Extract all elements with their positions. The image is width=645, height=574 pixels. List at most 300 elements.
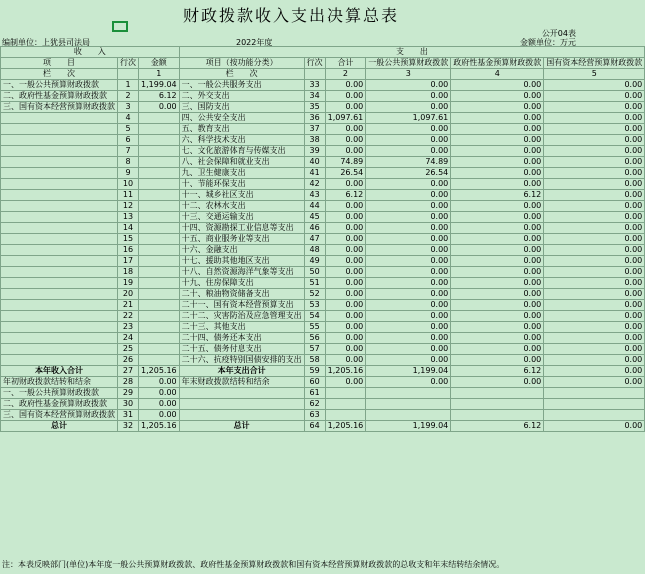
expense-state-cell[interactable]: 0.00 <box>544 333 645 344</box>
expense-general-cell[interactable]: 0.00 <box>366 300 451 311</box>
expense-general-cell[interactable]: 0.00 <box>366 91 451 102</box>
expense-item-cell[interactable]: 总计 <box>179 421 304 432</box>
expense-fund-cell[interactable]: 0.00 <box>451 355 544 366</box>
column-label: 栏 次 <box>1 69 118 80</box>
expense-total-cell[interactable]: 6.12 <box>325 190 366 201</box>
income-item-cell[interactable]: 二、政府性基金预算财政拨款 <box>1 399 118 410</box>
expense-state-cell[interactable]: 0.00 <box>544 289 645 300</box>
income-item-cell[interactable]: 年初财政拨款结转和结余 <box>1 377 118 388</box>
expense-general-cell[interactable]: 0.00 <box>366 245 451 256</box>
expense-state-cell[interactable]: 0.00 <box>544 102 645 113</box>
expense-fund-cell[interactable] <box>451 410 544 421</box>
expense-state-cell[interactable]: 0.00 <box>544 256 645 267</box>
income-item-cell[interactable] <box>1 212 118 223</box>
table-row <box>1 410 645 421</box>
expense-state-cell[interactable]: 0.00 <box>544 179 645 190</box>
income-amount-cell[interactable]: 0.00 <box>139 388 180 399</box>
income-amount-cell[interactable]: 1,199.04 <box>139 80 180 91</box>
expense-row-no-cell[interactable]: 53 <box>304 300 325 311</box>
income-item-cell[interactable]: 三、国有资本经营预算财政拨款 <box>1 410 118 421</box>
expense-row-no-cell[interactable]: 43 <box>304 190 325 201</box>
income-row-no-cell[interactable]: 6 <box>118 135 139 146</box>
expense-fund-cell[interactable]: 0.00 <box>451 344 544 355</box>
expense-state-cell[interactable]: 0.00 <box>544 201 645 212</box>
income-amount-cell[interactable]: 0.00 <box>139 410 180 421</box>
expense-state-cell[interactable]: 0.00 <box>544 377 645 388</box>
expense-total-cell[interactable]: 0.00 <box>325 300 366 311</box>
income-item-cell[interactable] <box>1 146 118 157</box>
income-row-no-cell[interactable]: 14 <box>118 223 139 234</box>
expense-item-cell[interactable]: 二十三、其他支出 <box>179 322 304 333</box>
expense-row-no-cell[interactable]: 62 <box>304 399 325 410</box>
income-header: 收 入 <box>1 47 180 58</box>
expense-state-cell[interactable]: 0.00 <box>544 267 645 278</box>
expense-item-cell[interactable] <box>179 388 304 399</box>
expense-item-cell[interactable]: 六、科学技术支出 <box>179 135 304 146</box>
expense-item-cell[interactable]: 五、教育支出 <box>179 124 304 135</box>
income-item-cell[interactable]: 一、一般公共预算财政拨款 <box>1 80 118 91</box>
expense-row-no-cell[interactable]: 41 <box>304 168 325 179</box>
income-row-no-cell[interactable]: 24 <box>118 333 139 344</box>
expense-total-cell[interactable]: 0.00 <box>325 322 366 333</box>
income-row-no-cell[interactable]: 26 <box>118 355 139 366</box>
income-amount-cell[interactable] <box>139 256 180 267</box>
income-item-cell[interactable] <box>1 201 118 212</box>
expense-state-cell[interactable]: 0.00 <box>544 344 645 355</box>
expense-state-cell[interactable]: 0.00 <box>544 157 645 168</box>
income-item-cell[interactable] <box>1 344 118 355</box>
income-amount-cell[interactable] <box>139 146 180 157</box>
expense-row-no-cell[interactable]: 50 <box>304 267 325 278</box>
income-row-no-cell[interactable]: 13 <box>118 212 139 223</box>
expense-row-no-cell[interactable]: 58 <box>304 355 325 366</box>
expense-row-no-cell[interactable]: 64 <box>304 421 325 432</box>
expense-general-cell[interactable] <box>366 410 451 421</box>
expense-state-cell[interactable]: 0.00 <box>544 190 645 201</box>
expense-item-cell[interactable]: 二十六、抗疫特别国债安排的支出 <box>179 355 304 366</box>
expense-total-cell[interactable]: 0.00 <box>325 245 366 256</box>
expense-general-cell[interactable]: 1,199.04 <box>366 366 451 377</box>
income-amount-cell[interactable] <box>139 311 180 322</box>
income-row-no-cell[interactable]: 30 <box>118 399 139 410</box>
expense-row-no-cell[interactable]: 46 <box>304 223 325 234</box>
income-amount-cell[interactable] <box>139 234 180 245</box>
expense-state-cell[interactable]: 0.00 <box>544 300 645 311</box>
expense-fund-cell[interactable]: 0.00 <box>451 168 544 179</box>
expense-total-cell[interactable]: 0.00 <box>325 289 366 300</box>
income-item-cell[interactable] <box>1 179 118 190</box>
income-row-no-cell[interactable]: 16 <box>118 245 139 256</box>
income-row-no-cell[interactable]: 8 <box>118 157 139 168</box>
income-amount-cell[interactable] <box>139 135 180 146</box>
income-item-cell[interactable] <box>1 113 118 124</box>
expense-general-cell[interactable]: 0.00 <box>366 289 451 300</box>
expense-row-no-cell[interactable]: 55 <box>304 322 325 333</box>
expense-fund-cell[interactable]: 6.12 <box>451 366 544 377</box>
income-item-cell[interactable] <box>1 223 118 234</box>
expense-item-cell[interactable]: 十一、城乡社区支出 <box>179 190 304 201</box>
income-amount-cell[interactable]: 0.00 <box>139 399 180 410</box>
expense-row-no-cell[interactable]: 37 <box>304 124 325 135</box>
income-item-cell[interactable]: 三、国有资本经营预算财政拨款 <box>1 102 118 113</box>
expense-total-cell[interactable]: 0.00 <box>325 377 366 388</box>
expense-total-cell[interactable]: 0.00 <box>325 311 366 322</box>
income-row-no-cell[interactable]: 25 <box>118 344 139 355</box>
expense-item-cell[interactable]: 四、公共安全支出 <box>179 113 304 124</box>
income-row-no-cell[interactable]: 20 <box>118 289 139 300</box>
expense-general-cell[interactable]: 0.00 <box>366 201 451 212</box>
expense-row-no-cell[interactable]: 38 <box>304 135 325 146</box>
income-amount-cell[interactable] <box>139 212 180 223</box>
expense-item-cell[interactable]: 二十一、国有资本经营预算支出 <box>179 300 304 311</box>
expense-total-cell[interactable]: 0.00 <box>325 278 366 289</box>
expense-fund-cell[interactable]: 0.00 <box>451 311 544 322</box>
expense-state-cell[interactable] <box>544 410 645 421</box>
income-row-no-cell[interactable]: 18 <box>118 267 139 278</box>
expense-general-cell[interactable]: 0.00 <box>366 278 451 289</box>
income-amount-cell[interactable] <box>139 322 180 333</box>
expense-item-cell[interactable] <box>179 399 304 410</box>
total-header: 合计 <box>325 58 366 69</box>
expense-fund-cell[interactable]: 0.00 <box>451 234 544 245</box>
expense-item-cell[interactable]: 十七、援助其他地区支出 <box>179 256 304 267</box>
income-row-no-cell[interactable]: 10 <box>118 179 139 190</box>
income-amount-cell[interactable]: 6.12 <box>139 91 180 102</box>
income-item-cell[interactable] <box>1 168 118 179</box>
expense-item-cell[interactable]: 八、社会保障和就业支出 <box>179 157 304 168</box>
expense-fund-cell[interactable]: 0.00 <box>451 91 544 102</box>
expense-item-cell[interactable]: 年末财政拨款结转和结余 <box>179 377 304 388</box>
income-amount-cell[interactable] <box>139 245 180 256</box>
expense-fund-cell[interactable]: 0.00 <box>451 179 544 190</box>
expense-fund-cell[interactable]: 0.00 <box>451 278 544 289</box>
expense-fund-cell[interactable]: 0.00 <box>451 157 544 168</box>
income-item-cell[interactable] <box>1 245 118 256</box>
income-amount-cell[interactable]: 0.00 <box>139 102 180 113</box>
income-item-cell[interactable] <box>1 234 118 245</box>
expense-general-cell[interactable]: 0.00 <box>366 135 451 146</box>
income-item-cell[interactable] <box>1 256 118 267</box>
expense-general-cell[interactable]: 0.00 <box>366 124 451 135</box>
expense-row-no-cell[interactable]: 42 <box>304 179 325 190</box>
expense-general-cell[interactable]: 0.00 <box>366 102 451 113</box>
income-item-cell[interactable]: 二、政府性基金预算财政拨款 <box>1 91 118 102</box>
expense-row-no-cell[interactable]: 61 <box>304 388 325 399</box>
income-amount-cell[interactable] <box>139 168 180 179</box>
expense-general-cell[interactable]: 0.00 <box>366 256 451 267</box>
income-item-cell[interactable] <box>1 311 118 322</box>
expense-general-cell[interactable]: 0.00 <box>366 179 451 190</box>
expense-item-cell[interactable]: 十、节能环保支出 <box>179 179 304 190</box>
income-item-cell[interactable] <box>1 355 118 366</box>
expense-state-cell[interactable]: 0.00 <box>544 80 645 91</box>
expense-row-no-cell[interactable]: 60 <box>304 377 325 388</box>
expense-general-cell[interactable]: 1,199.04 <box>366 421 451 432</box>
expense-total-cell[interactable]: 0.00 <box>325 80 366 91</box>
expense-fund-cell[interactable] <box>451 399 544 410</box>
income-item-cell[interactable] <box>1 289 118 300</box>
expense-fund-cell[interactable]: 0.00 <box>451 333 544 344</box>
expense-state-cell[interactable]: 0.00 <box>544 212 645 223</box>
income-row-no-cell[interactable]: 5 <box>118 124 139 135</box>
table-row <box>1 124 645 135</box>
expense-state-cell[interactable]: 0.00 <box>544 322 645 333</box>
income-row-no-cell[interactable]: 32 <box>118 421 139 432</box>
expense-general-cell[interactable]: 74.89 <box>366 157 451 168</box>
expense-state-cell[interactable]: 0.00 <box>544 124 645 135</box>
expense-state-cell[interactable] <box>544 399 645 410</box>
income-row-no-cell[interactable]: 19 <box>118 278 139 289</box>
expense-row-no-cell[interactable]: 44 <box>304 201 325 212</box>
expense-state-cell[interactable]: 0.00 <box>544 146 645 157</box>
income-amount-cell[interactable] <box>139 190 180 201</box>
income-row-no-cell[interactable]: 2 <box>118 91 139 102</box>
expense-general-cell[interactable] <box>366 388 451 399</box>
income-amount-cell[interactable] <box>139 355 180 366</box>
expense-item-cell[interactable]: 三、国防支出 <box>179 102 304 113</box>
expense-total-cell[interactable]: 0.00 <box>325 212 366 223</box>
income-item-cell[interactable] <box>1 267 118 278</box>
expense-row-no-cell[interactable]: 52 <box>304 289 325 300</box>
expense-state-cell[interactable]: 0.00 <box>544 113 645 124</box>
expense-total-cell[interactable]: 0.00 <box>325 267 366 278</box>
expense-row-no-cell[interactable]: 39 <box>304 146 325 157</box>
selected-cell-indicator[interactable] <box>112 21 128 32</box>
expense-row-no-cell[interactable]: 48 <box>304 245 325 256</box>
income-row-no-cell[interactable]: 28 <box>118 377 139 388</box>
income-item-cell[interactable]: 一、一般公共预算财政拨款 <box>1 388 118 399</box>
expense-fund-cell[interactable]: 0.00 <box>451 113 544 124</box>
expense-row-no-cell[interactable]: 33 <box>304 80 325 91</box>
expense-row-no-cell[interactable]: 51 <box>304 278 325 289</box>
expense-total-cell[interactable]: 1,097.61 <box>325 113 366 124</box>
expense-general-cell[interactable]: 1,097.61 <box>366 113 451 124</box>
income-amount-cell[interactable] <box>139 223 180 234</box>
expense-item-cell[interactable]: 十三、交通运输支出 <box>179 212 304 223</box>
expense-item-cell[interactable]: 二十二、灾害防治及应急管理支出 <box>179 311 304 322</box>
income-row-no-cell[interactable]: 4 <box>118 113 139 124</box>
expense-total-cell[interactable]: 0.00 <box>325 102 366 113</box>
expense-row-no-cell[interactable]: 35 <box>304 102 325 113</box>
expense-fund-cell[interactable]: 0.00 <box>451 201 544 212</box>
expense-total-cell[interactable]: 0.00 <box>325 91 366 102</box>
expense-item-cell[interactable]: 十六、金融支出 <box>179 245 304 256</box>
income-amount-cell[interactable]: 1,205.16 <box>139 366 180 377</box>
income-item-cell[interactable] <box>1 124 118 135</box>
income-amount-cell[interactable] <box>139 333 180 344</box>
expense-state-cell[interactable]: 0.00 <box>544 311 645 322</box>
expense-fund-cell[interactable]: 6.12 <box>451 421 544 432</box>
expense-fund-cell[interactable]: 0.00 <box>451 300 544 311</box>
income-row-no-cell[interactable]: 27 <box>118 366 139 377</box>
expense-item-cell[interactable]: 九、卫生健康支出 <box>179 168 304 179</box>
expense-fund-cell[interactable]: 0.00 <box>451 80 544 91</box>
expense-item-cell[interactable]: 十四、资源勘探工业信息等支出 <box>179 223 304 234</box>
expense-item-cell[interactable]: 本年支出合计 <box>179 366 304 377</box>
expense-total-cell[interactable]: 0.00 <box>325 344 366 355</box>
expense-row-no-cell[interactable]: 47 <box>304 234 325 245</box>
income-amount-cell[interactable] <box>139 289 180 300</box>
income-item-cell[interactable] <box>1 190 118 201</box>
income-item-cell[interactable] <box>1 278 118 289</box>
income-amount-cell[interactable] <box>139 157 180 168</box>
expense-total-cell[interactable] <box>325 399 366 410</box>
expense-total-cell[interactable] <box>325 388 366 399</box>
expense-row-no-cell[interactable]: 54 <box>304 311 325 322</box>
table-row <box>1 91 645 102</box>
expense-item-cell[interactable]: 十九、住房保障支出 <box>179 278 304 289</box>
expense-item-cell[interactable]: 七、文化旅游体育与传媒支出 <box>179 146 304 157</box>
expense-general-cell[interactable]: 0.00 <box>366 344 451 355</box>
income-row-no-cell[interactable]: 15 <box>118 234 139 245</box>
expense-item-cell[interactable]: 二、外交支出 <box>179 91 304 102</box>
income-row-no-cell[interactable]: 3 <box>118 102 139 113</box>
expense-state-cell[interactable]: 0.00 <box>544 278 645 289</box>
expense-row-no-cell[interactable]: 59 <box>304 366 325 377</box>
expense-total-cell[interactable]: 0.00 <box>325 256 366 267</box>
expense-state-cell[interactable]: 0.00 <box>544 168 645 179</box>
expense-row-no-cell[interactable]: 49 <box>304 256 325 267</box>
expense-state-cell[interactable] <box>544 388 645 399</box>
expense-fund-cell[interactable] <box>451 388 544 399</box>
expense-fund-cell[interactable]: 0.00 <box>451 377 544 388</box>
expense-state-cell[interactable]: 0.00 <box>544 234 645 245</box>
income-amount-cell[interactable]: 0.00 <box>139 377 180 388</box>
table-row <box>1 399 645 410</box>
income-item-cell[interactable]: 本年收入合计 <box>1 366 118 377</box>
expense-row-no-cell[interactable]: 63 <box>304 410 325 421</box>
expense-fund-cell[interactable]: 0.00 <box>451 322 544 333</box>
income-row-no-cell[interactable]: 1 <box>118 80 139 91</box>
expense-item-cell[interactable]: 十八、自然资源海洋气象等支出 <box>179 267 304 278</box>
income-amount-cell[interactable] <box>139 113 180 124</box>
expense-state-cell[interactable]: 0.00 <box>544 366 645 377</box>
expense-total-cell[interactable]: 0.00 <box>325 179 366 190</box>
income-amount-cell[interactable] <box>139 179 180 190</box>
income-amount-cell[interactable] <box>139 124 180 135</box>
income-row-no-cell[interactable]: 11 <box>118 190 139 201</box>
expense-state-cell[interactable]: 0.00 <box>544 355 645 366</box>
income-row-no-cell[interactable]: 17 <box>118 256 139 267</box>
income-row-no-cell[interactable]: 12 <box>118 201 139 212</box>
income-row-no-cell[interactable]: 21 <box>118 300 139 311</box>
income-row-no-cell[interactable]: 7 <box>118 146 139 157</box>
expense-total-cell[interactable] <box>325 410 366 421</box>
expense-total-cell[interactable]: 0.00 <box>325 223 366 234</box>
expense-total-cell[interactable]: 74.89 <box>325 157 366 168</box>
expense-row-no-cell[interactable]: 56 <box>304 333 325 344</box>
expense-general-cell[interactable]: 0.00 <box>366 190 451 201</box>
expense-total-cell[interactable]: 0.00 <box>325 355 366 366</box>
expense-fund-cell[interactable]: 0.00 <box>451 289 544 300</box>
expense-general-cell[interactable]: 0.00 <box>366 355 451 366</box>
income-amount-cell[interactable] <box>139 267 180 278</box>
expense-fund-cell[interactable]: 0.00 <box>451 212 544 223</box>
expense-item-cell[interactable] <box>179 410 304 421</box>
income-row-no-cell[interactable]: 22 <box>118 311 139 322</box>
expense-general-cell[interactable] <box>366 399 451 410</box>
expense-row-no-cell[interactable]: 34 <box>304 91 325 102</box>
expense-fund-cell[interactable]: 0.00 <box>451 146 544 157</box>
expense-general-cell[interactable]: 0.00 <box>366 223 451 234</box>
expense-item-cell[interactable]: 二十五、债务付息支出 <box>179 344 304 355</box>
expense-general-cell[interactable]: 0.00 <box>366 146 451 157</box>
expense-total-cell[interactable]: 0.00 <box>325 146 366 157</box>
income-item-cell[interactable] <box>1 157 118 168</box>
row-no-header: 行次 <box>304 58 325 69</box>
expense-row-no-cell[interactable]: 57 <box>304 344 325 355</box>
income-amount-cell[interactable] <box>139 344 180 355</box>
expense-general-cell[interactable]: 0.00 <box>366 212 451 223</box>
column-label: 栏 次 <box>179 69 304 80</box>
income-row-no-cell[interactable]: 9 <box>118 168 139 179</box>
expense-total-cell[interactable]: 0.00 <box>325 124 366 135</box>
expense-fund-cell[interactable]: 0.00 <box>451 223 544 234</box>
expense-item-cell[interactable]: 一、一般公共服务支出 <box>179 80 304 91</box>
expense-total-cell[interactable]: 0.00 <box>325 234 366 245</box>
expense-fund-cell[interactable]: 0.00 <box>451 102 544 113</box>
expense-fund-cell[interactable]: 6.12 <box>451 190 544 201</box>
expense-header: 支 出 <box>179 47 645 58</box>
income-amount-cell[interactable]: 1,205.16 <box>139 421 180 432</box>
expense-general-cell[interactable]: 0.00 <box>366 234 451 245</box>
income-item-cell[interactable] <box>1 135 118 146</box>
income-amount-cell[interactable] <box>139 201 180 212</box>
income-item-cell[interactable]: 总计 <box>1 421 118 432</box>
expense-fund-cell[interactable]: 0.00 <box>451 135 544 146</box>
expense-item-cell[interactable]: 二十、粮油物资储备支出 <box>179 289 304 300</box>
expense-item-cell[interactable]: 二十四、债务还本支出 <box>179 333 304 344</box>
expense-general-cell[interactable]: 0.00 <box>366 377 451 388</box>
income-amount-cell[interactable] <box>139 300 180 311</box>
expense-general-cell[interactable]: 0.00 <box>366 333 451 344</box>
income-item-cell[interactable] <box>1 300 118 311</box>
expense-item-cell[interactable]: 十五、商业服务业等支出 <box>179 234 304 245</box>
expense-general-cell[interactable]: 0.00 <box>366 311 451 322</box>
expense-total-cell[interactable]: 0.00 <box>325 201 366 212</box>
table-row <box>1 311 645 322</box>
income-item-cell[interactable] <box>1 322 118 333</box>
income-row-no-cell[interactable]: 31 <box>118 410 139 421</box>
expense-row-no-cell[interactable]: 40 <box>304 157 325 168</box>
expense-total-cell[interactable]: 0.00 <box>325 135 366 146</box>
expense-state-cell[interactable]: 0.00 <box>544 223 645 234</box>
income-amount-cell[interactable] <box>139 278 180 289</box>
expense-row-no-cell[interactable]: 45 <box>304 212 325 223</box>
expense-state-cell[interactable]: 0.00 <box>544 421 645 432</box>
expense-general-cell[interactable]: 0.00 <box>366 80 451 91</box>
expense-fund-cell[interactable]: 0.00 <box>451 256 544 267</box>
expense-row-no-cell[interactable]: 36 <box>304 113 325 124</box>
expense-general-cell[interactable]: 0.00 <box>366 322 451 333</box>
expense-fund-cell[interactable]: 0.00 <box>451 245 544 256</box>
expense-total-cell[interactable]: 1,205.16 <box>325 366 366 377</box>
expense-total-cell[interactable]: 0.00 <box>325 333 366 344</box>
income-row-no-cell[interactable]: 29 <box>118 388 139 399</box>
expense-item-cell[interactable]: 十二、农林水支出 <box>179 201 304 212</box>
expense-fund-cell[interactable]: 0.00 <box>451 267 544 278</box>
expense-total-cell[interactable]: 1,205.16 <box>325 421 366 432</box>
expense-state-cell[interactable]: 0.00 <box>544 245 645 256</box>
income-item-cell[interactable] <box>1 333 118 344</box>
expense-state-cell[interactable]: 0.00 <box>544 135 645 146</box>
expense-general-cell[interactable]: 0.00 <box>366 267 451 278</box>
expense-total-cell[interactable]: 26.54 <box>325 168 366 179</box>
expense-general-cell[interactable]: 26.54 <box>366 168 451 179</box>
expense-state-cell[interactable]: 0.00 <box>544 91 645 102</box>
expense-fund-cell[interactable]: 0.00 <box>451 124 544 135</box>
income-row-no-cell[interactable]: 23 <box>118 322 139 333</box>
